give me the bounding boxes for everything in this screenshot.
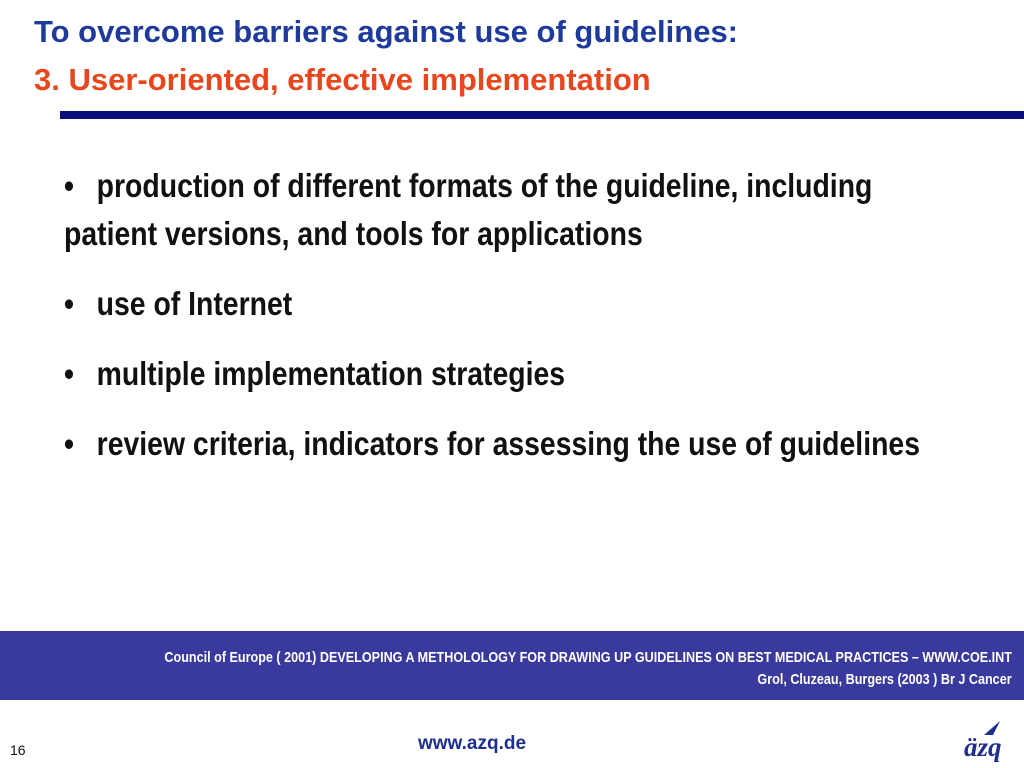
reference-line-1: Council of Europe ( 2001) DEVELOPING A METHOLOLOGY FOR DRAWING UP GUIDELINES ON BEST MEDICAL PRACTICES – WWW.COE.INT (164, 649, 1012, 666)
slide-subtitle: 3. User-oriented, effective implementation (34, 62, 651, 97)
bullet-item (64, 350, 958, 398)
azq-logo (960, 720, 1014, 766)
bullet-list (64, 162, 964, 490)
bullet-item (64, 280, 958, 328)
bullet-dot-icon: • (64, 285, 74, 322)
reference-band (0, 631, 1024, 700)
logo-text: äzq (964, 732, 1002, 762)
bullet-text: use of Internet (96, 285, 293, 322)
bullet-text: review criteria, indicators for assessing the use of guidelines (96, 425, 920, 462)
bullet-dot-icon: • (64, 355, 74, 392)
bullet-text: multiple implementation strategies (96, 355, 566, 392)
bullet-dot-icon: • (64, 167, 74, 204)
slide-number: 16 (10, 742, 26, 758)
title-divider (60, 111, 1024, 119)
bullet-dot-icon: • (64, 425, 74, 462)
bullet-item (64, 420, 958, 468)
reference-line-2: Grol, Cluzeau, Burgers (2003 ) Br J Cancer (757, 671, 1012, 688)
slide-title: To overcome barriers against use of guidelines: (34, 14, 739, 49)
bullet-text: production of different formats of the guideline, including patient versions, and tools for applications (64, 167, 873, 252)
website-link[interactable]: www.azq.de (418, 733, 527, 754)
bullet-item (64, 162, 958, 258)
